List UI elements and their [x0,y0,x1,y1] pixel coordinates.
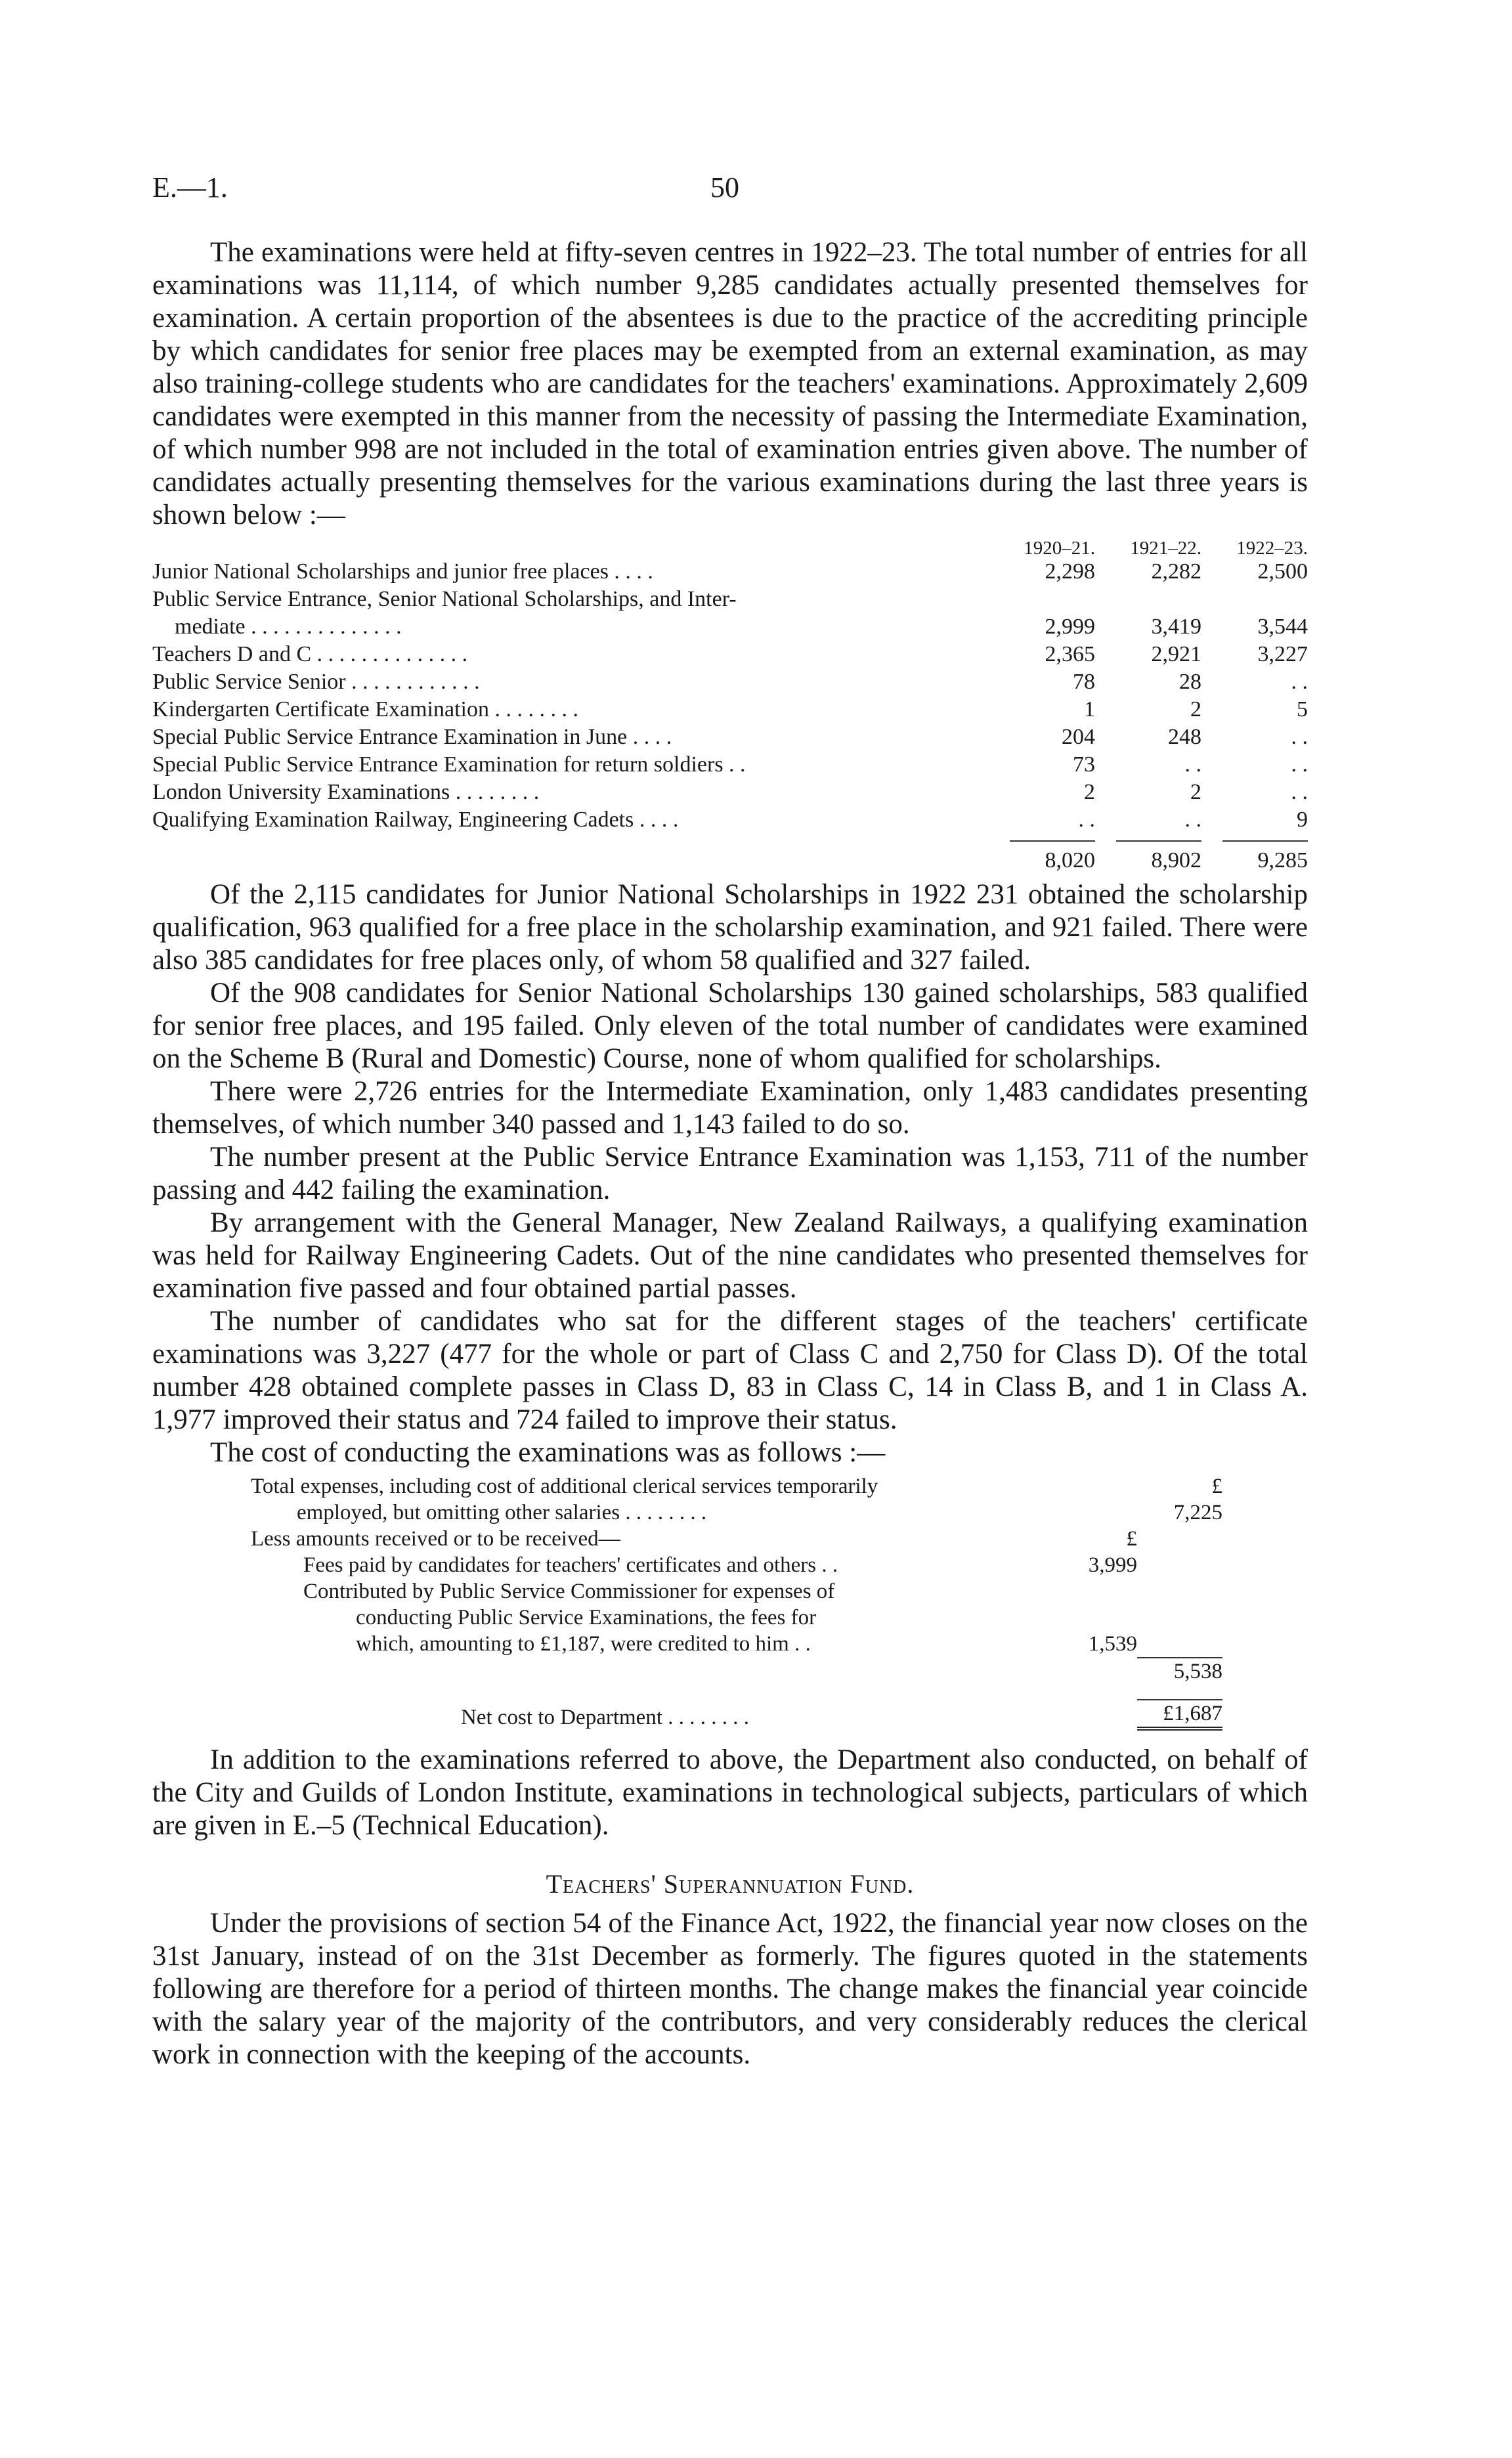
cost-line [251,1552,1222,1578]
row-label: Kindergarten Certificate Examination . . . . . . . . [152,697,578,722]
paragraph-examination-centres: The examinations were held at fifty-seven centres in 1922–23. The total number of entries for all examinations was 11,114, of which number 9,285 candidates actually presented themselves for examination. A certain proportion of the absentees is due to the practice of the accrediting principle by which candidates for senior free places may be exempted from an external examination, as may also training-college students who are candidates for the teachers' examinations. Approximately 2,609 candidates were exempted in this manner from the necessity of passing the Intermediate Examination, of which number 998 are not included in the total of examination entries given above. The number of candidates actually presenting themselves for the various examinations during the last three years is shown below :— [152,237,1308,530]
total-value: 8,020 [1045,848,1095,873]
cell-value: 73 [1073,752,1095,777]
page-body [152,236,1308,2071]
cost-label: employed, but omitting other salaries . . . . . . . . [297,1501,707,1524]
cell-value: 2,282 [1151,559,1201,584]
rule-line [1222,840,1308,847]
subtotal-value: 5,538 [1137,1657,1222,1685]
cell-value: 3,227 [1257,642,1308,666]
row-label: London University Examinations . . . . . . . . [152,780,540,804]
paragraph-railway-cadets: By arrangement with the General Manager, New Zealand Railways, a qualifying examination was held for Railway Engineering Cadets. Out of the nine candidates who presented themselves for examination five passed and four obtained partial passes. [152,1207,1308,1304]
year-header: 1921–22. [1130,538,1201,559]
paragraph-cost-intro: The cost of conducting the examinations was as follows :— [210,1437,886,1468]
cell-value: 2 [1084,780,1095,804]
cell-value: . . [1291,752,1308,777]
cost-line [251,1631,1222,1657]
cost-label: Less amounts received or to be received— [251,1527,620,1551]
row-label: Teachers D and C . . . . . . . . . . . . . . [152,642,468,666]
cell-value: . . [1184,752,1201,777]
row-label: Special Public Service Entrance Examination for return soldiers . . [152,752,746,777]
total-rule [152,840,1308,847]
paragraph-intermediate: There were 2,726 entries for the Intermediate Examination, only 1,483 candidates presenting themselves, of which number 340 passed and 1,143 failed to do so. [152,1076,1308,1140]
cell-value: . . [1078,808,1095,832]
cost-line [251,1657,1222,1685]
cost-label: which, amounting to £1,187, were credited to him . . [356,1632,811,1656]
cell-value: 2,921 [1151,642,1201,666]
table-row [152,641,1308,668]
cell-value: 2,365 [1045,642,1095,666]
table-row [152,723,1308,751]
cell-value: . . [1291,780,1308,804]
paragraph-senior-scholarships: Of the 908 candidates for Senior National Scholarships 130 gained scholarships, 583 qualified for senior free places, and 195 failed. Only eleven of the total number of candidates were examined on the Scheme B (Rural and Domestic) Course, none of whom qualified for scholarships. [152,978,1308,1074]
cell-value: 2,999 [1045,614,1095,639]
pound-sign: £ [1211,1475,1222,1498]
total-value: 8,902 [1151,848,1201,873]
cell-value: 28 [1179,670,1201,694]
cell-value: 78 [1073,670,1095,694]
table-row [152,586,1308,613]
cell-value: 2,500 [1257,559,1308,584]
row-label: Public Service Senior . . . . . . . . . . . . [152,670,480,694]
pound-sign: £ [1126,1527,1137,1551]
total-expenses-value: 7,225 [1173,1501,1222,1524]
cost-label: Fees paid by candidates for teachers' certificates and others . . [303,1553,838,1577]
cost-line [251,1499,1222,1526]
total-value: 9,285 [1257,848,1308,873]
cost-line [251,1578,1222,1605]
contribution-value: 1,539 [1088,1632,1137,1656]
table-row [152,613,1308,641]
paragraph-junior-scholarships: Of the 2,115 candidates for Junior National Scholarships in 1922 231 obtained the scholarship qualification, 963 qualified for a free place in the scholarship examination, and 921 failed. There were also 385 candidates for free places only, of whom 58 qualified and 327 failed. [152,879,1308,976]
cost-label: conducting Public Service Examinations, the fees for [356,1606,817,1629]
table-row [152,696,1308,723]
cost-line [251,1473,1222,1499]
table-row [152,806,1308,834]
cell-value: 1 [1084,697,1095,722]
cell-value: 2 [1190,780,1201,804]
paragraph-city-guilds: In addition to the examinations referred to above, the Department also conducted, on behalf of the City and Guilds of London Institute, examinations in technological subjects, particulars of which are given in E.–5 (Technical Education). [152,1744,1308,1841]
net-cost-label: Net cost to Department . . . . . . . . [461,1706,749,1729]
paragraph-public-service: The number present at the Public Service Entrance Examination was 1,153, 711 of the number passing and 442 failing the examination. [152,1142,1308,1205]
cost-label: Total expenses, including cost of additional clerical services temporarily [251,1475,878,1498]
year-header: 1920–21. [1024,538,1095,559]
section-title: Teachers' Superannuation Fund. [546,1869,915,1899]
table-row [152,668,1308,696]
cell-value: . . [1291,725,1308,749]
totals-row [152,847,1308,874]
net-cost-value: £1,687 [1137,1699,1222,1731]
row-label: Qualifying Examination Railway, Engineering Cadets . . . . [152,808,679,832]
rule-line [1010,840,1095,847]
row-label: mediate . . . . . . . . . . . . . . [175,614,402,639]
report-reference: E.—1. [152,171,228,204]
fees-value: 3,999 [1088,1553,1137,1577]
cell-value: 248 [1168,725,1201,749]
cell-value: 5 [1297,697,1308,722]
cell-value: 3,544 [1257,614,1308,639]
paragraph-teachers-certificate: The number of candidates who sat for the different stages of the teachers' certificate examinations was 3,227 (477 for the whole or part of Class C and 2,750 for Class D). Of the total number 428 obtained complete passes in Class D, 83 in Class C, 14 in Class B, and 1 in Class A. 1,977 improved their status and 724 failed to improve their status. [152,1306,1308,1435]
cost-label: Contributed by Public Service Commissioner for expenses of [303,1580,835,1603]
table-row [152,779,1308,806]
paragraph-superannuation: Under the provisions of section 54 of the Finance Act, 1922, the financial year now closes on the 31st January, instead of on the 31st December as formerly. The figures quoted in the statements following are therefore for a period of thirteen months. The change makes the financial year coincide with the salary year of the majority of the contributors, and very considerably reduces the clerical work in connection with the keeping of the accounts. [152,1908,1308,2070]
cost-line [251,1526,1222,1552]
cell-value: 204 [1062,725,1095,749]
cell-value: . . [1184,808,1201,832]
cell-value: 2,298 [1045,559,1095,584]
row-label: Public Service Entrance, Senior National Scholarships, and Inter- [152,587,737,611]
cell-value: 9 [1297,808,1308,832]
cell-value: 3,419 [1151,614,1201,639]
row-label: Special Public Service Entrance Examination in June . . . . [152,725,672,749]
examination-table [152,534,1308,874]
row-label: Junior National Scholarships and junior free places . . . . [152,559,653,584]
table-row [152,558,1308,586]
year-header: 1922–23. [1236,538,1308,559]
cost-table [251,1473,1222,1731]
page-header [152,171,1308,217]
cost-line [251,1685,1222,1731]
rule-line [1116,840,1201,847]
table-row [152,751,1308,779]
examination-table-header [152,534,1308,558]
cost-line [251,1605,1222,1631]
cell-value: . . [1291,670,1308,694]
page-number: 50 [710,171,739,204]
cell-value: 2 [1190,697,1201,722]
